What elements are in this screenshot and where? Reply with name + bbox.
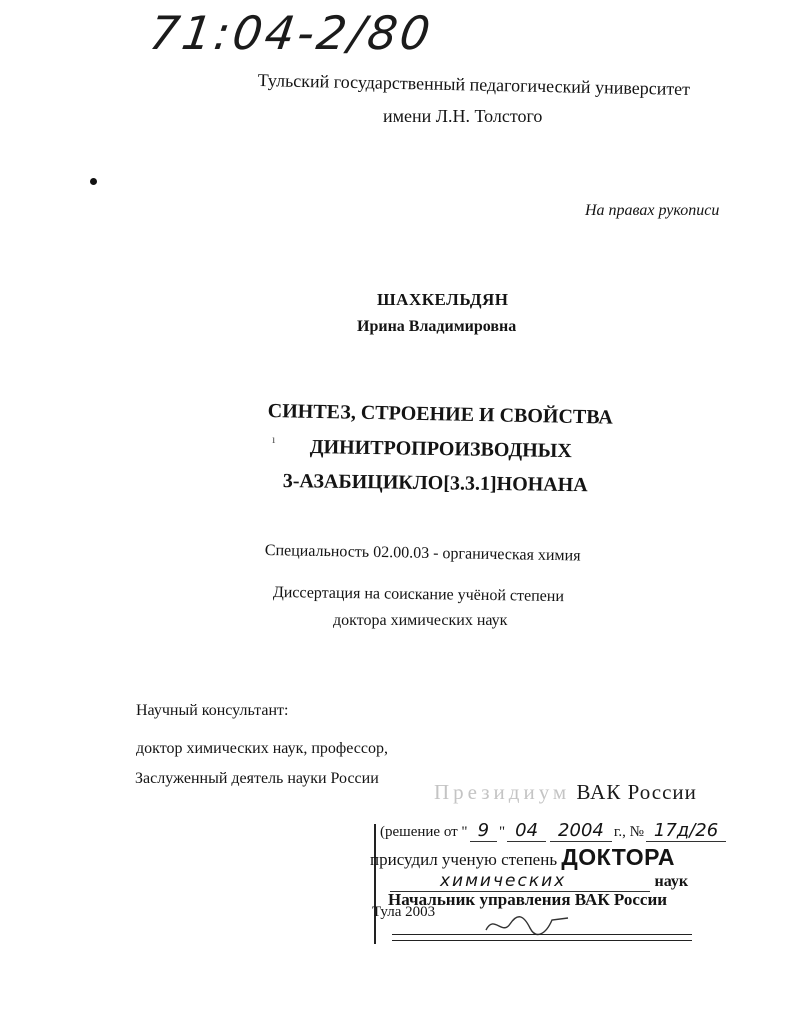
- consultant-line-2: Заслуженный деятель науки России: [135, 770, 379, 787]
- signature-mark: [482, 910, 572, 940]
- stamp-decision-month: 04: [507, 820, 546, 842]
- ink-dot: [90, 178, 97, 185]
- scan-mark: ı: [272, 432, 276, 446]
- stamp-decision-number-label: г., №: [613, 824, 644, 840]
- author-given-names: Ирина Владимировна: [357, 318, 517, 335]
- stamp-bracket: [374, 824, 379, 944]
- stamp-degree: ДОКТОРА: [561, 844, 676, 870]
- manuscript-rights: На правах рукописи: [585, 202, 720, 219]
- university-name: Тульский государственный педагогический университет: [257, 70, 691, 100]
- stamp-rule-1: [392, 934, 692, 935]
- specialty: Специальность 02.00.03 - органическая химия: [264, 542, 581, 565]
- stamp-decision-day: 9: [470, 820, 497, 842]
- title-line-3: 3-АЗАБИЦИКЛО[3.3.1]НОНАНА: [282, 470, 588, 497]
- dissertation-line-1: Диссертация на соискание учёной степени: [272, 584, 565, 606]
- stamp-decision-prefix: (решение от ": [380, 824, 468, 840]
- stamp-field: [390, 870, 710, 892]
- stamp-awarded: присудил ученую степень: [370, 850, 558, 869]
- dissertation-line-2: доктора химических наук: [333, 612, 508, 629]
- stamp-award: [370, 844, 675, 871]
- stamp-decision: [380, 820, 728, 842]
- stamp-chief: Начальник управления ВАК России: [388, 890, 668, 909]
- stamp-header-org: ВАК России: [576, 780, 697, 804]
- archive-code: 71:04-2/80: [146, 6, 437, 60]
- stamp-decision-number: 17д/26: [646, 820, 726, 842]
- stamp-header: [434, 780, 697, 805]
- title-line-2: ДИНИТРОПРОИЗВОДНЫХ: [309, 436, 573, 463]
- stamp-field-suffix: наук: [654, 873, 689, 890]
- stamp-rule-2: [392, 940, 692, 941]
- author-surname: ШАХКЕЛЬДЯН: [377, 290, 509, 309]
- title-line-1: СИНТЕЗ, СТРОЕНИЕ И СВОЙСТВА: [267, 400, 613, 429]
- stamp-decision-mid: ": [499, 824, 506, 840]
- consultant-line-1: доктор химических наук, профессор,: [136, 740, 388, 757]
- university-named-after: имени Л.Н. Толстого: [383, 106, 543, 126]
- city-year: Тула 2003: [372, 904, 436, 920]
- stamp-field-handwritten: химических: [390, 871, 650, 892]
- stamp-header-faded: Президиум: [434, 780, 571, 804]
- stamp-decision-year: 2004: [550, 820, 612, 842]
- consultant-label: Научный консультант:: [136, 702, 289, 719]
